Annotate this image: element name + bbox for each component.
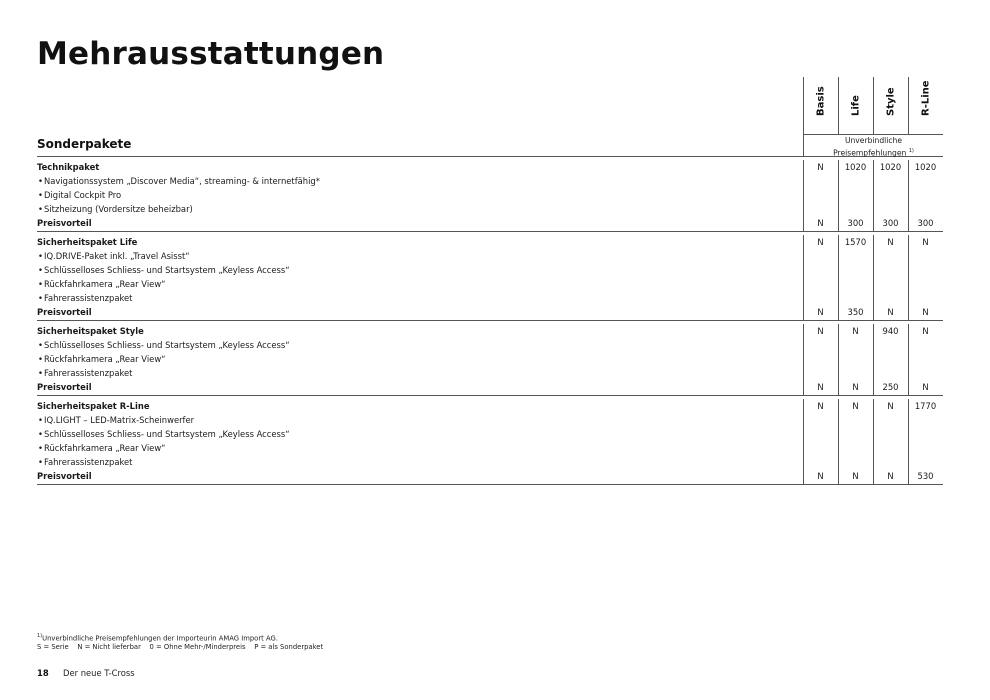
- bullet-icon: •: [38, 443, 43, 453]
- price-cell-life: N: [852, 471, 859, 481]
- item-label: Navigationssystem „Discover Media“, streaming- & internetfähig*: [44, 176, 320, 186]
- list-item: [37, 174, 943, 188]
- bullet-icon: •: [38, 340, 43, 350]
- price-cell-r-line: 1020: [914, 162, 937, 172]
- page-number: 18: [37, 668, 49, 678]
- column-header-style: Style: [873, 77, 908, 134]
- list-item: [37, 413, 943, 427]
- price-cell-basis: N: [817, 162, 824, 172]
- item-label: Sitzheizung (Vordersitze beheizbar): [44, 204, 193, 214]
- package-block: [37, 235, 943, 321]
- price-cell-r-line: N: [922, 326, 929, 336]
- price-cell-life: 1570: [844, 237, 867, 247]
- list-item: [37, 188, 943, 202]
- package-name-row: [37, 324, 943, 338]
- list-item: [37, 338, 943, 352]
- footnote: $^{1)}$Unverbindliche Preisempfehlungen der Importeurin AMAG Import AG.: [37, 633, 278, 643]
- price-cell-style: 250: [882, 382, 899, 392]
- item-label: IQ.LIGHT – LED-Matrix-Scheinwerfer: [44, 415, 195, 425]
- price-cell-style: 940: [882, 326, 899, 336]
- price-cell-style: 300: [882, 218, 899, 228]
- bullet-icon: •: [38, 368, 43, 378]
- price-cell-life: N: [852, 401, 859, 411]
- price-cell-r-line: N: [922, 382, 929, 392]
- price-advantage-label: Preisvorteil: [37, 307, 92, 317]
- list-item: [37, 427, 943, 441]
- price-cell-life: N: [852, 326, 859, 336]
- price-cell-life: 350: [847, 307, 864, 317]
- price-cell-basis: N: [817, 326, 824, 336]
- item-label: IQ.DRIVE-Paket inkl. „Travel Asisst“: [44, 251, 190, 261]
- package-block: [37, 399, 943, 485]
- bullet-icon: •: [38, 251, 43, 261]
- package-list: [37, 160, 943, 485]
- price-cell-basis: N: [817, 307, 824, 317]
- list-item: [37, 291, 943, 305]
- package-name: Sicherheitspaket Style: [37, 326, 144, 336]
- package-name-row: [37, 235, 943, 249]
- list-item: [37, 441, 943, 455]
- price-cell-style: N: [887, 237, 894, 247]
- bullet-icon: •: [38, 176, 43, 186]
- package-name-row: [37, 160, 943, 174]
- package-name: Sicherheitspaket Life: [37, 237, 138, 247]
- price-cell-r-line: 300: [917, 218, 934, 228]
- item-label: Schlüsselloses Schliess- und Startsystem „Keyless Access“: [44, 340, 290, 350]
- price-cell-basis: N: [817, 218, 824, 228]
- price-cell-life: 300: [847, 218, 864, 228]
- list-item: [37, 249, 943, 263]
- package-block: [37, 324, 943, 396]
- section-title: Sonderpakete: [37, 137, 132, 151]
- price-cell-basis: N: [817, 382, 824, 392]
- bullet-icon: •: [38, 457, 43, 467]
- package-name-row: [37, 399, 943, 413]
- price-advantage-row: [37, 380, 943, 394]
- item-label: Rückfahrkamera „Rear View“: [44, 443, 166, 453]
- price-cell-style: N: [887, 471, 894, 481]
- item-label: Rückfahrkamera „Rear View“: [44, 279, 166, 289]
- price-cell-life: 1020: [844, 162, 867, 172]
- price-cell-style: N: [887, 307, 894, 317]
- item-label: Schlüsselloses Schliess- und Startsystem „Keyless Access“: [44, 265, 290, 275]
- package-name: Technikpaket: [37, 162, 100, 172]
- legend: S = Serie N = Nicht lieferbar 0 = Ohne Mehr-/Minderpreis P = als Sonderpaket: [37, 643, 324, 651]
- price-recommendation-header: Unverbindliche Preisempfehlungen $^{1)}$: [803, 134, 943, 157]
- price-cell-style: N: [887, 401, 894, 411]
- item-label: Digital Cockpit Pro: [44, 190, 122, 200]
- price-cell-basis: N: [817, 237, 824, 247]
- price-advantage-row: [37, 216, 943, 230]
- bullet-icon: •: [38, 265, 43, 275]
- bullet-icon: •: [38, 354, 43, 364]
- column-header-r-line: R-Line: [908, 77, 943, 134]
- list-item: [37, 352, 943, 366]
- price-cell-life: N: [852, 382, 859, 392]
- price-cell-basis: N: [817, 401, 824, 411]
- list-item: [37, 366, 943, 380]
- price-cell-r-line: N: [922, 237, 929, 247]
- item-label: Fahrerassistenzpaket: [44, 457, 133, 467]
- list-item: [37, 455, 943, 469]
- price-advantage-label: Preisvorteil: [37, 382, 92, 392]
- page-title: Mehrausstattungen: [37, 36, 385, 72]
- bullet-icon: •: [38, 279, 43, 289]
- column-header-basis: Basis: [803, 77, 838, 134]
- price-cell-r-line: N: [922, 307, 929, 317]
- page-footer-title: Der neue T-Cross: [63, 668, 135, 678]
- list-item: [37, 202, 943, 216]
- options-table: [37, 77, 943, 485]
- table-header: [37, 77, 943, 157]
- price-cell-style: 1020: [879, 162, 902, 172]
- bullet-icon: •: [38, 429, 43, 439]
- list-item: [37, 277, 943, 291]
- bullet-icon: •: [38, 204, 43, 214]
- price-advantage-label: Preisvorteil: [37, 218, 92, 228]
- item-label: Fahrerassistenzpaket: [44, 293, 133, 303]
- bullet-icon: •: [38, 293, 43, 303]
- package-block: [37, 160, 943, 232]
- package-name: Sicherheitspaket R-Line: [37, 401, 150, 411]
- list-item: [37, 263, 943, 277]
- price-cell-r-line: 530: [917, 471, 934, 481]
- column-header-life: Life: [838, 77, 873, 134]
- price-advantage-row: [37, 305, 943, 319]
- price-cell-r-line: 1770: [914, 401, 937, 411]
- bullet-icon: •: [38, 190, 43, 200]
- price-cell-basis: N: [817, 471, 824, 481]
- item-label: Fahrerassistenzpaket: [44, 368, 133, 378]
- price-advantage-label: Preisvorteil: [37, 471, 92, 481]
- item-label: Schlüsselloses Schliess- und Startsystem „Keyless Access“: [44, 429, 290, 439]
- price-advantage-row: [37, 469, 943, 483]
- bullet-icon: •: [38, 415, 43, 425]
- item-label: Rückfahrkamera „Rear View“: [44, 354, 166, 364]
